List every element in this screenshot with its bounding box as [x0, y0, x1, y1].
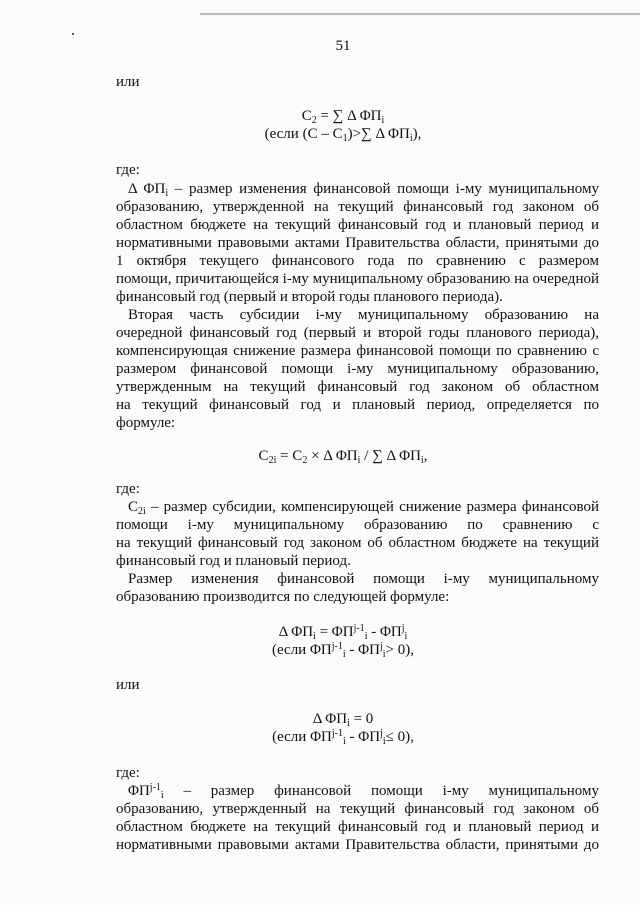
para3-line: помощи i-му муниципальному образованию по сравнению с — [116, 517, 599, 533]
para5-line: образованию, утвержденный на текущий финансовый год законом об — [116, 801, 599, 817]
formula-zero-line2: (если $\Phi П^{j-1}_i - \Phi П^j_i\le 0$), — [272, 728, 414, 747]
para1-line: помощи, причитающейся i-му муниципальному образованию на очередной — [116, 271, 599, 287]
para2-line: компенсирующая снижение размера финансовой помощи по сравнению с — [116, 343, 599, 359]
para4-line: образованию производится по следующей формуле: — [116, 589, 450, 605]
para2-line: размером финансовой помощи i-му муниципальному образованию, — [116, 361, 599, 377]
para1-line: Δ $\Phi П_i$ – размер изменения финансовой помощи i-му муниципальному — [128, 181, 599, 198]
para5-line: областном бюджете на текущий финансовый год и плановый период и — [116, 819, 599, 835]
para3-line: $C_{2i}$ – размер субсидии, компенсирующей снижение размера финансовой — [128, 499, 599, 516]
formula-zero-line1: Δ $\Phi П_i = 0$ — [312, 711, 374, 729]
para1-line: областном бюджете на текущий финансовый год и плановый период и — [116, 217, 599, 233]
para2-line: на текущий финансовый год и плановый период, определяется по — [116, 397, 599, 413]
where-label: где: — [116, 162, 140, 178]
para1-line: финансовый год (первый и второй годы планового периода). — [116, 289, 503, 305]
para1-line: 1 октября текущего финансового года по сравнению с размером — [116, 253, 599, 269]
para2-line: утвержденным на текущий финансовый год законом об областном — [116, 379, 599, 395]
para5-line: нормативными правовыми актами Правительства области, принятыми до — [116, 837, 599, 853]
para1-line: нормативными правовыми актами Правительства области, принятыми до — [116, 235, 599, 251]
formula-delta-line1: Δ $\Phi П_i = \Phi П^{j-1}_i - \Phi П^j_i$ — [278, 623, 408, 642]
or-text: или — [116, 677, 140, 693]
para5-line: $\Phi П^{j-1}_i$ – размер финансовой помощи i-му муниципальному — [128, 783, 599, 800]
page-number: 51 — [335, 38, 351, 54]
where-label: где: — [116, 481, 140, 497]
para1-line: образованию, утвержденной на текущий финансовый год законом об — [116, 199, 599, 215]
para4-line: Размер изменения финансовой помощи i-му муниципальному — [128, 571, 599, 587]
para3-line: финансовый год и плановый период. — [116, 553, 351, 569]
formula-c2-line2: (если $(C - C_1)>\sum$ Δ $\Phi П_i$), — [264, 126, 422, 144]
para2-line: Вторая часть субсидии i-му муниципальному образованию на — [128, 307, 599, 323]
formula-c2-line1: $C_2$ = ∑ Δ $\Phi П_i$ — [301, 108, 385, 126]
formula-delta-line2: (если $\Phi П^{j-1}_i - \Phi П^j_i> 0$), — [272, 641, 414, 660]
where-label: где: — [116, 765, 140, 781]
scan-speck — [72, 33, 74, 35]
or-text: или — [116, 74, 140, 90]
scan-edge-line — [200, 13, 640, 15]
formula-c2i: $C_{2i} = C_2 \times \Delta$ $\Phi П_i$ / ∑ Δ $\Phi П_i$, — [258, 448, 428, 466]
para2-line: формуле: — [116, 415, 176, 431]
para3-line: на текущий финансовый год законом об областном бюджете на текущий — [116, 535, 599, 551]
para2-line: очередной финансовый год (первый и второй годы планового периода), — [116, 325, 599, 341]
